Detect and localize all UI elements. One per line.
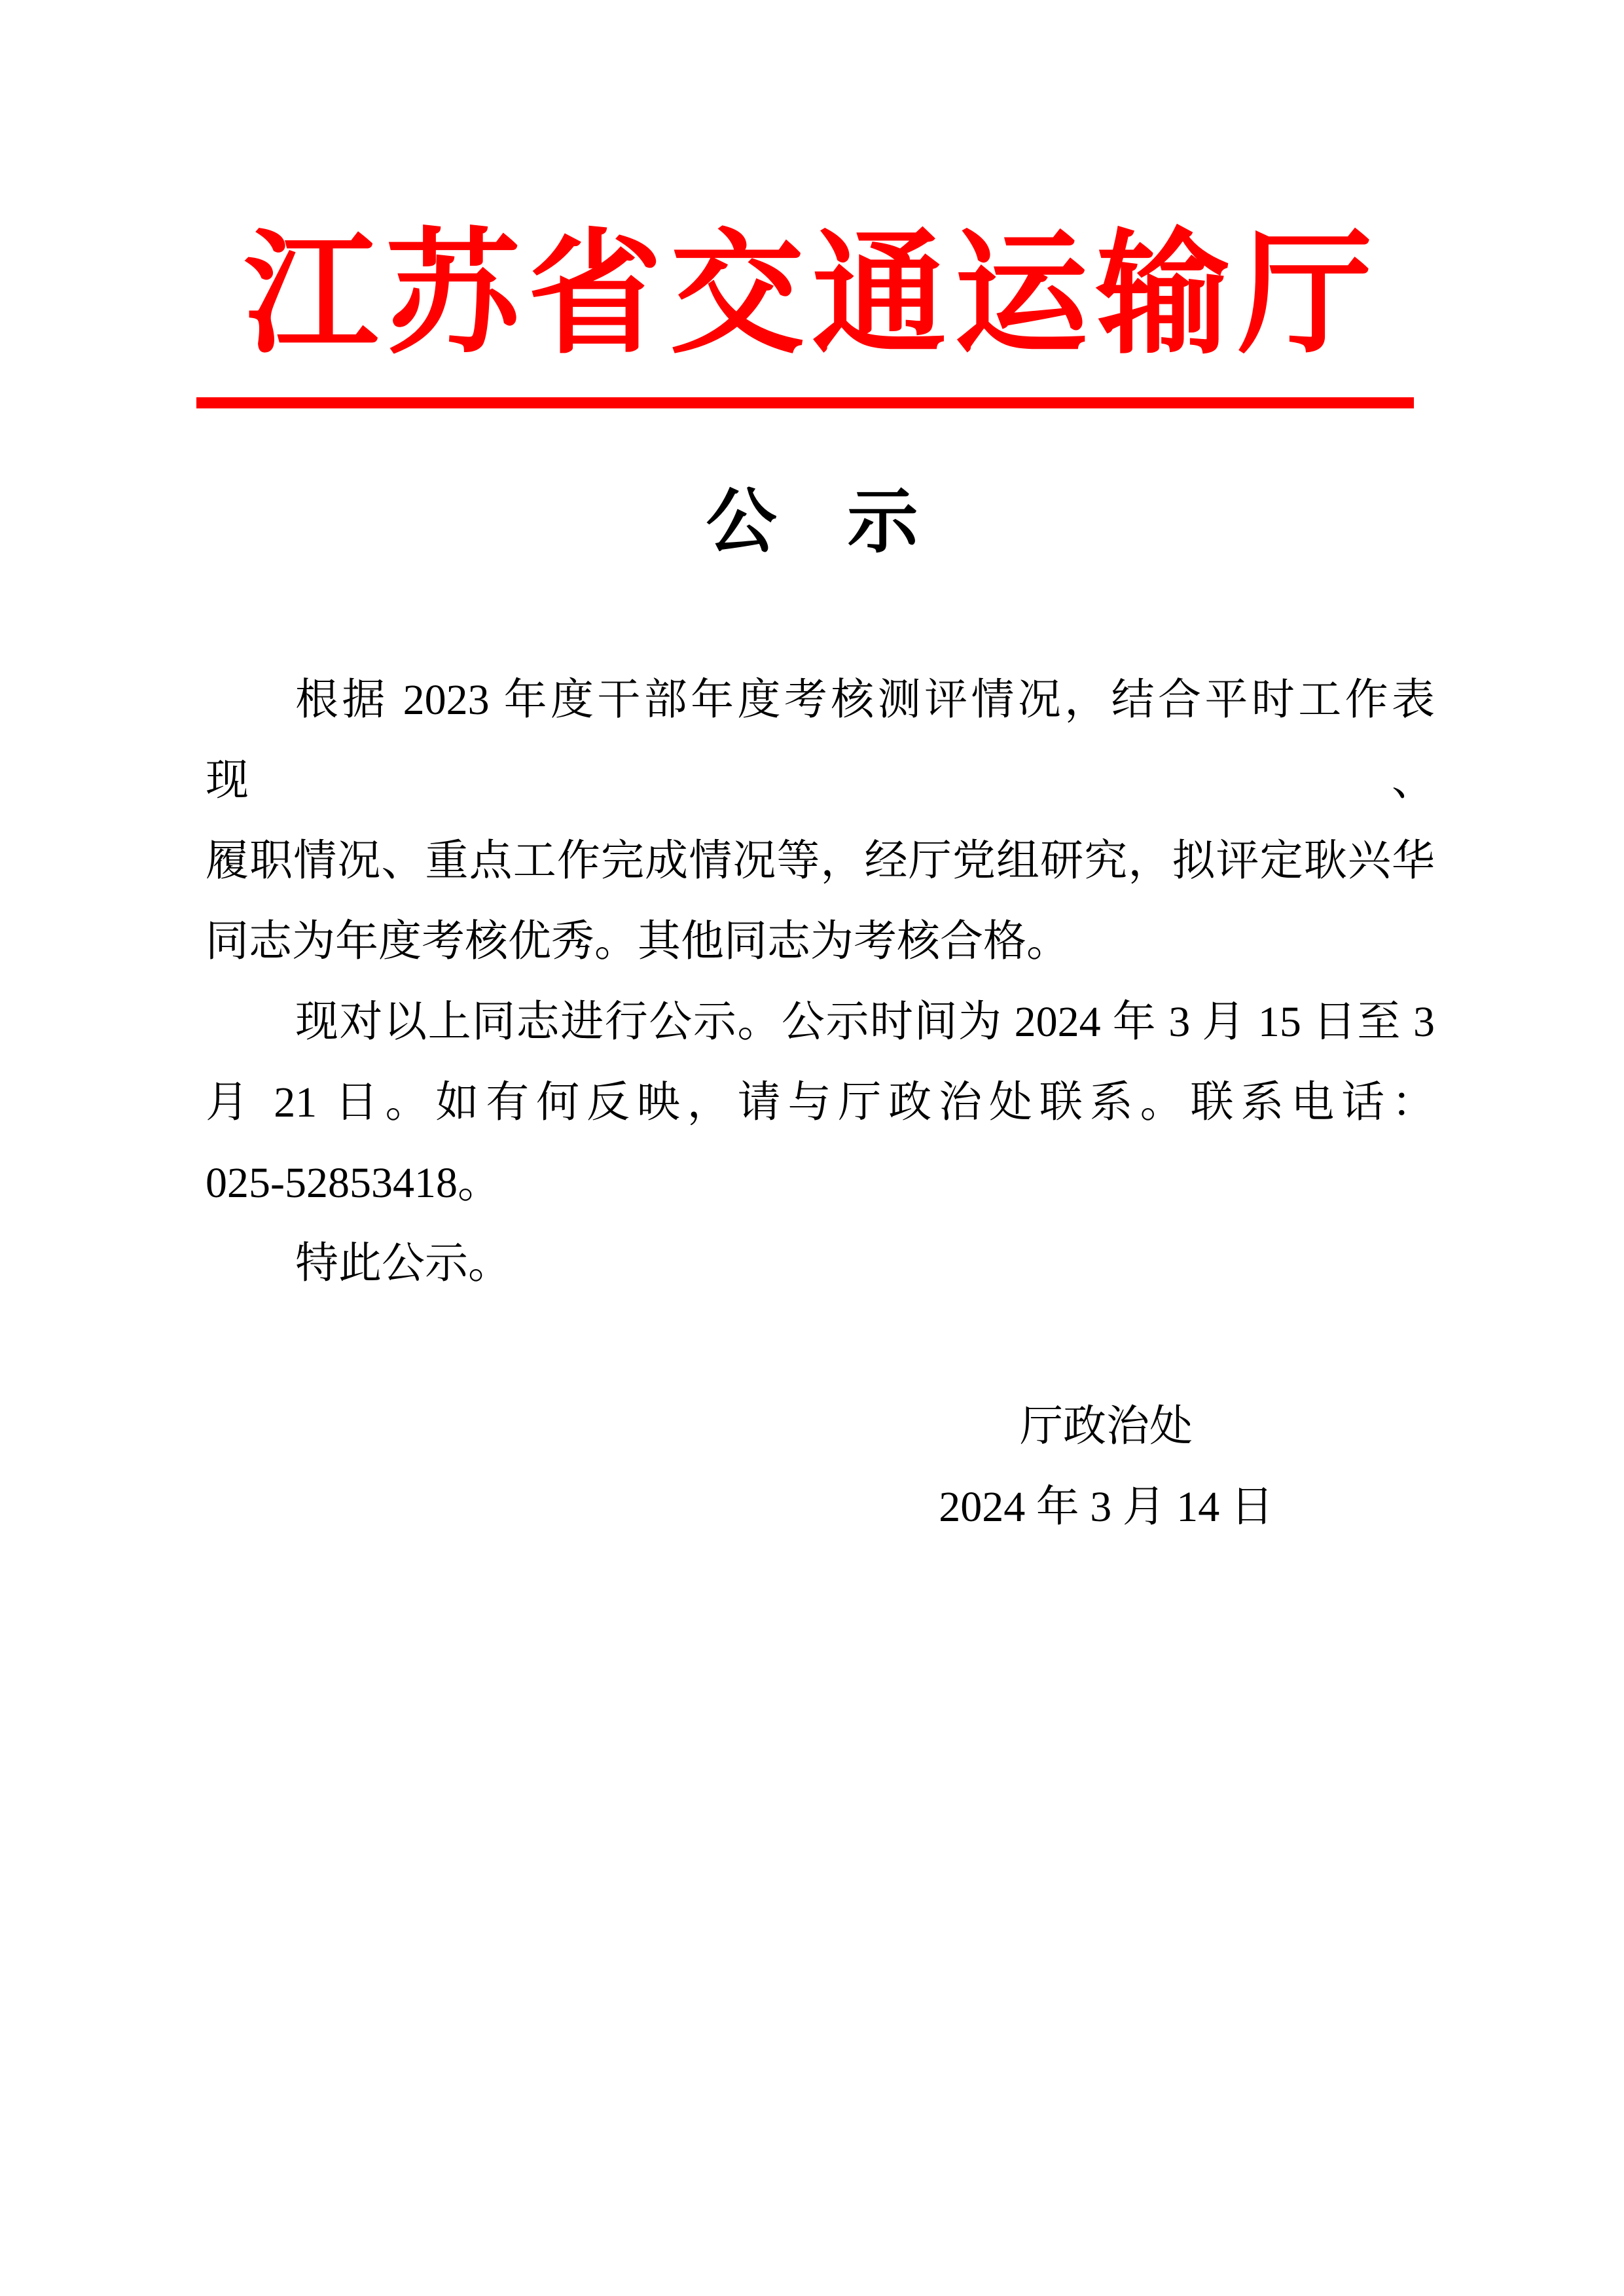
paragraph-3-line-1: 特此公示。 [295,1240,511,1287]
paragraph-2-line-1: 现对以上同志进行公示。公示时间为 2024 年 3 月 15 日至 3 [295,998,1435,1046]
signature-org: 厅政治处 [1020,1403,1193,1450]
paragraph-1-line-2: 履职情况、重点工作完成情况等，经厅党组研究，拟评定耿兴华 [206,837,1435,885]
letterhead-divider-line [196,397,1414,408]
paragraph-1-line-3: 同志为年度考核优秀。其他同志为考核合格。 [206,918,1070,965]
paragraph-2-line-2: 月 21 日。如有何反映，请与厅政治处联系。联系电话： [206,1079,1435,1126]
paragraph-2-line-3: 025-52853418。 [206,1159,501,1207]
document-title: 公 示 [706,484,918,562]
document-body [206,660,1435,1304]
signature-block [916,1386,1296,1547]
paragraph-1-line-1: 根据 2023 年度干部年度考核测评情况，结合平时工作表现、 [206,676,1435,804]
signature-date: 2024 年 3 月 14 日 [939,1483,1274,1531]
letterhead-org-title: 江苏省交通运输厅 [244,221,1380,370]
